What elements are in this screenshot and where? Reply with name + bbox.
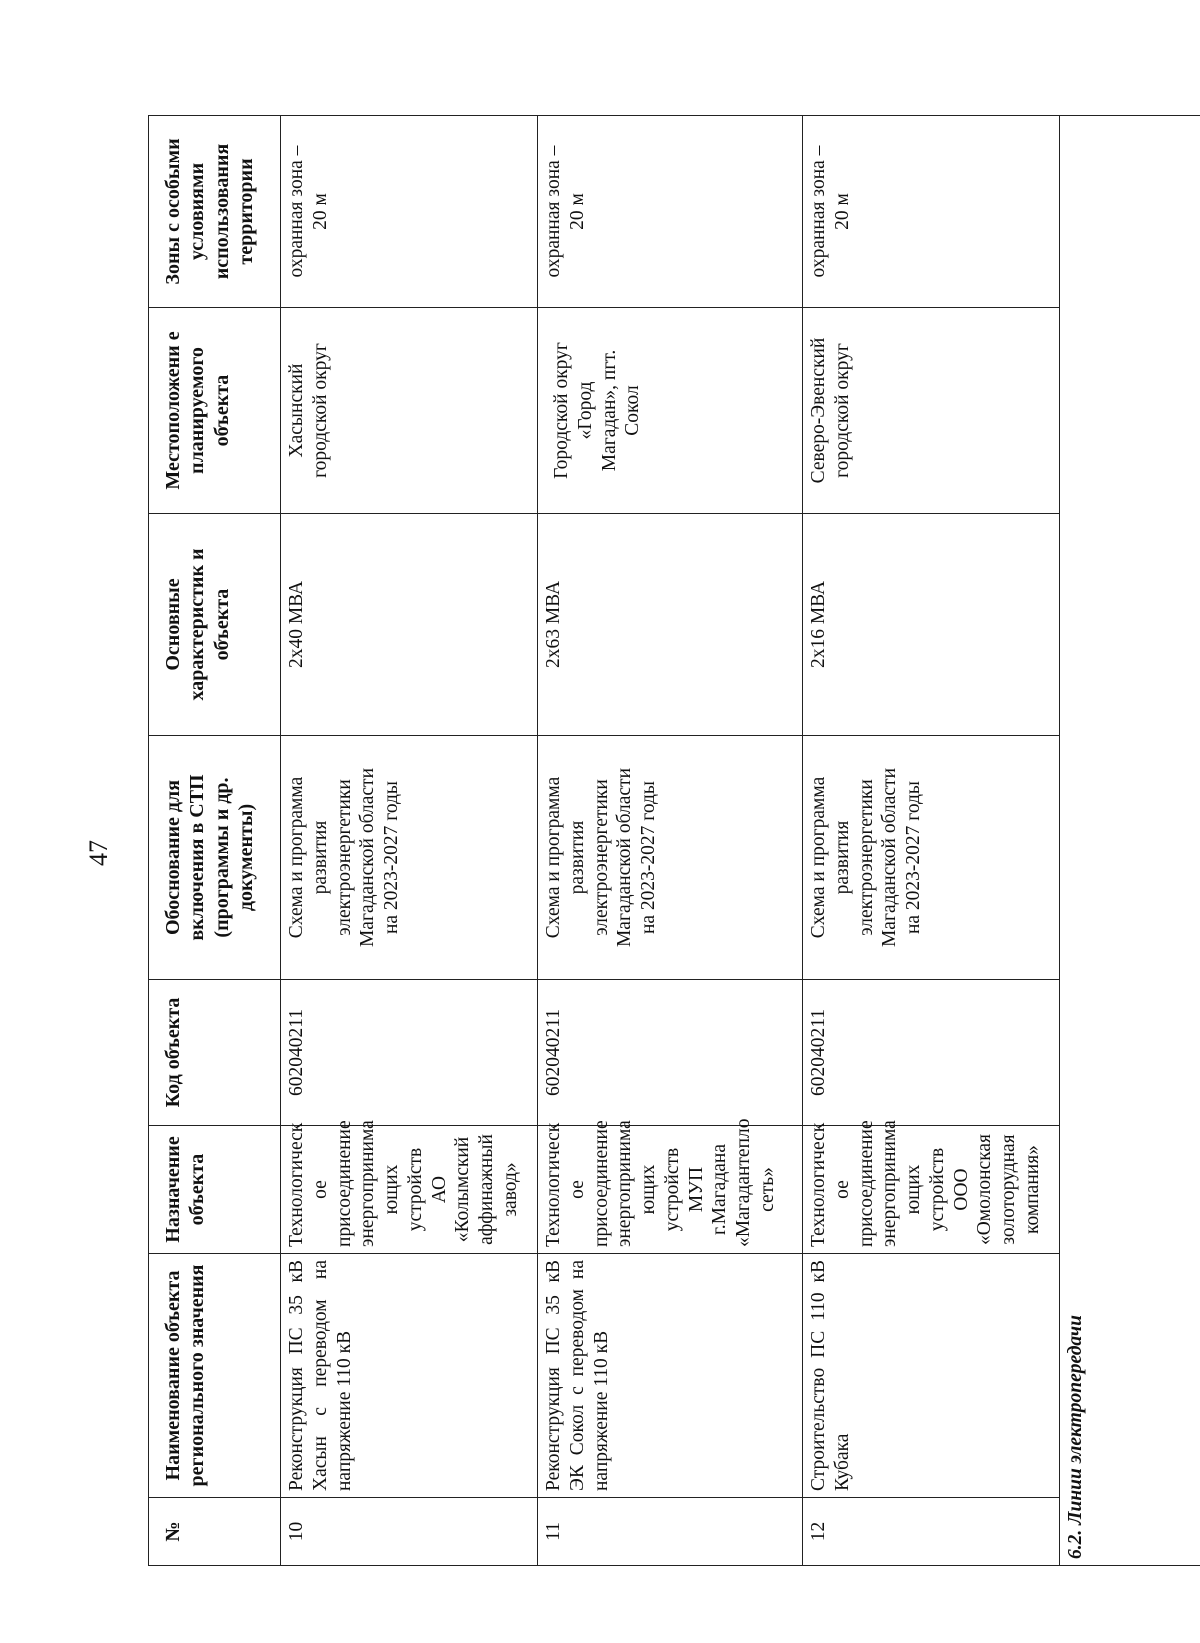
regional-objects-table — [148, 115, 1200, 1566]
object-code: 602040211 — [538, 980, 803, 1126]
object-zone: охранная зона – 20 м — [538, 116, 803, 308]
object-basis: Схема и программа развития электроэнергетики Магаданской области на 2023-2027 годы — [538, 736, 803, 980]
header-object-name: Наименование объекта регионального значения — [149, 1254, 281, 1498]
header-characteristics: Основные характеристик и объекта — [149, 514, 281, 736]
header-basis: Обоснование для включения в СТП (программы и др. документы) — [149, 736, 281, 980]
section-row — [1060, 116, 1200, 1566]
object-purpose: Технологическ ое присоединение энергопринима ющих устройств ООО «Омолонская золоторудная компания» — [803, 1126, 1060, 1254]
header-location: Местоположени е планируемого объекта — [149, 308, 281, 514]
object-name: Реконструкция ПС 35 кВ ЭК Сокол с переводом на напряжение 110 кВ — [538, 1254, 803, 1498]
row-number: 10 — [281, 1498, 538, 1566]
header-number: № — [149, 1498, 281, 1566]
object-basis: Схема и программа развития электроэнергетики Магаданской области на 2023-2027 годы — [803, 736, 1060, 980]
table-row — [281, 116, 538, 1566]
object-characteristics: 2х16 МВА — [803, 514, 1060, 736]
object-zone: охранная зона – 20 м — [803, 116, 1060, 308]
row-number: 12 — [803, 1498, 1060, 1566]
section-title: 6.2. Линии электропередачи — [1060, 116, 1200, 1566]
object-zone: охранная зона – 20 м — [281, 116, 538, 308]
table-header-row — [149, 116, 281, 1566]
object-location: Хасынский городской округ — [281, 308, 538, 514]
object-location: Северо-Эвенский городской округ — [803, 308, 1060, 514]
object-basis: Схема и программа развития электроэнергетики Магаданской области на 2023-2027 годы — [281, 736, 538, 980]
page-number: 47 — [84, 840, 113, 866]
rotated-table-container — [148, 116, 1086, 1566]
object-name: Реконструкция ПС 35 кВ Хасын с переводом на напряжение 110 кВ — [281, 1254, 538, 1498]
header-zones: Зоны с особыми условиями использования территории — [149, 116, 281, 308]
object-purpose: Технологическ ое присоединение энергопринима ющих устройств АО «Колымский аффинажный завод» — [281, 1126, 538, 1254]
row-number: 11 — [538, 1498, 803, 1566]
header-code: Код объекта — [149, 980, 281, 1126]
object-characteristics: 2х40 МВА — [281, 514, 538, 736]
object-purpose: Технологическ ое присоединение энергопринима ющих устройств МУП г.Магадана «Магадантепло сеть» — [538, 1126, 803, 1254]
object-name: Строительство ПС 110 кВ Кубака — [803, 1254, 1060, 1498]
table-row — [538, 116, 803, 1566]
object-code: 602040211 — [803, 980, 1060, 1126]
header-purpose: Назначение объекта — [149, 1126, 281, 1254]
table-row — [803, 116, 1060, 1566]
object-location: Городской округ «Город Магадан», пгт. Сокол — [538, 308, 803, 514]
object-code: 602040211 — [281, 980, 538, 1126]
object-characteristics: 2х63 МВА — [538, 514, 803, 736]
